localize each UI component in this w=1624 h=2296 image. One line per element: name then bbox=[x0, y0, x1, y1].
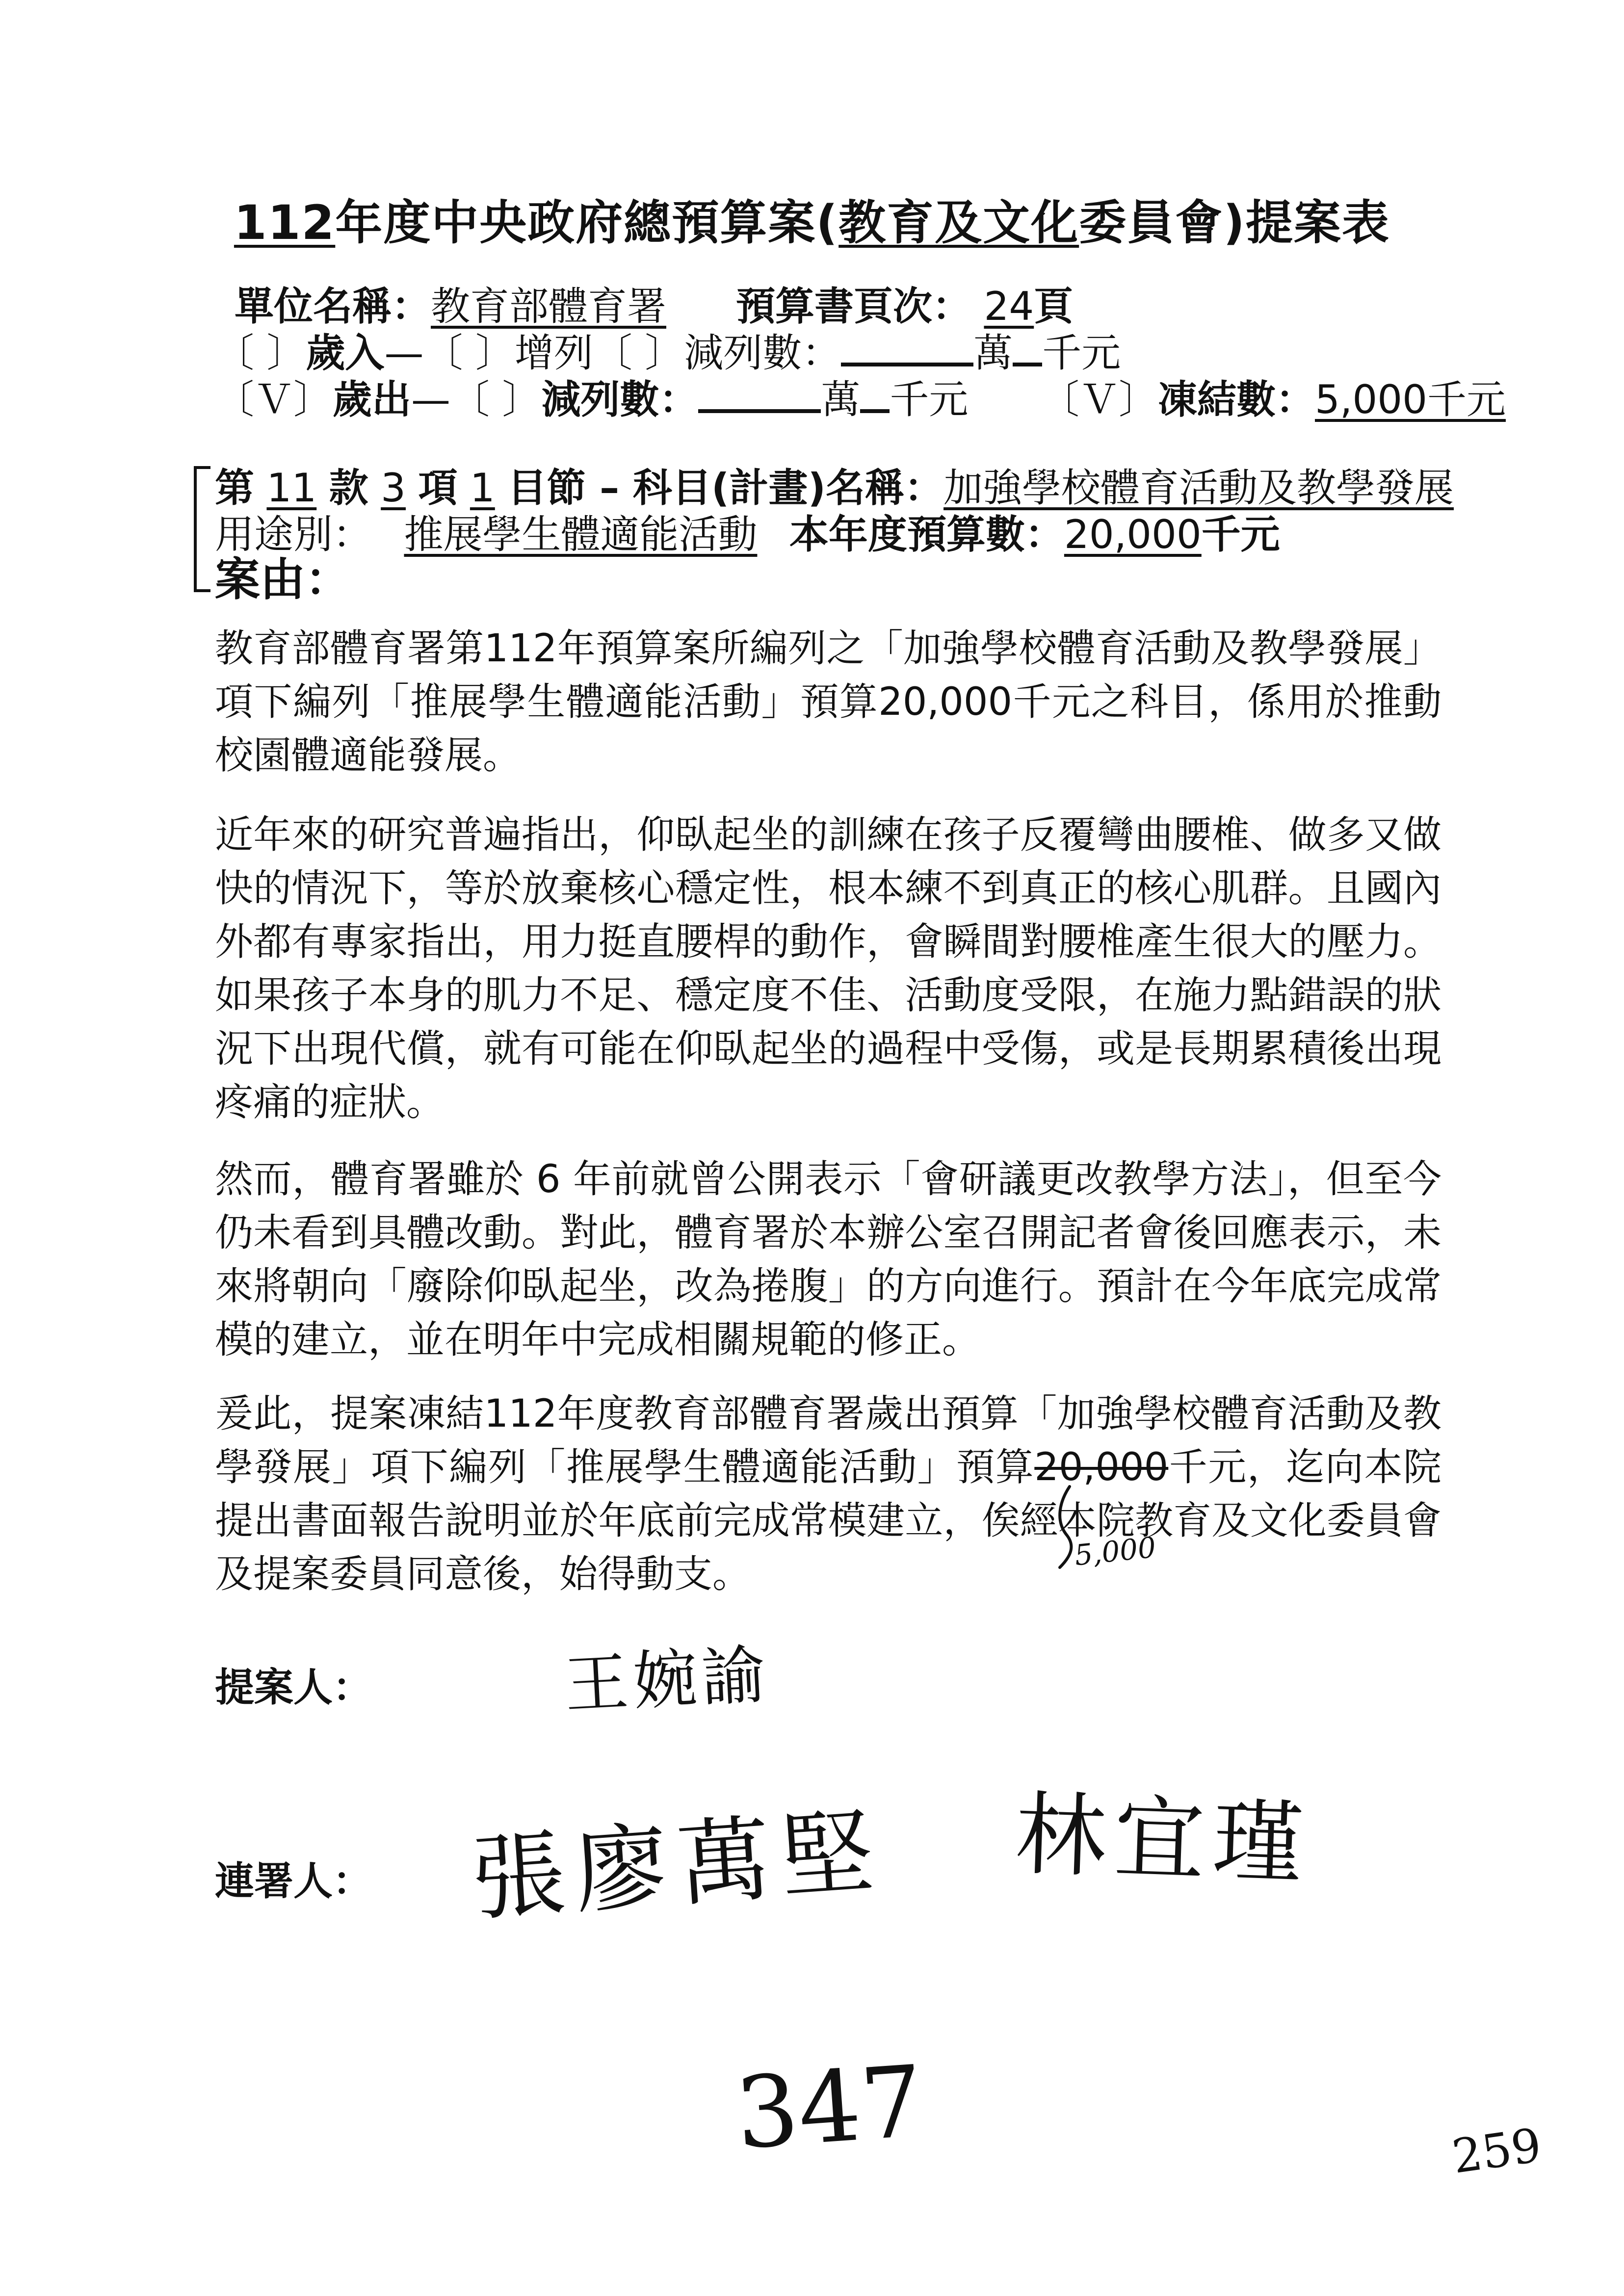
struck-amount: 20,000 bbox=[1034, 1445, 1169, 1489]
page-number-small: 259 bbox=[1449, 2118, 1545, 2185]
subject-di: 第 bbox=[215, 465, 254, 511]
budget-page-label: 預算書頁次： bbox=[736, 284, 971, 329]
revenue-label: 歲入 bbox=[306, 330, 385, 376]
paragraph-4 bbox=[215, 1387, 1441, 1601]
title-year: 112 bbox=[234, 195, 336, 250]
use-label: 用途別： bbox=[215, 512, 372, 557]
annual-budget-label: 本年度預算數： bbox=[789, 512, 1064, 557]
subject-kuan-label: 款 bbox=[329, 465, 368, 511]
title-mid: 年度中央政府總預算案( bbox=[335, 195, 839, 250]
reason-label: 案由： bbox=[215, 553, 351, 606]
paragraph-1: 教育部體育署第112年預算案所編列之「加強學校體育活動及教學發展」項下編列「推展學生體適能活動」預算20,000千元之科目，係用於推動校園體適能發展。 bbox=[215, 626, 1441, 778]
title-end: 委員會)提案表 bbox=[1079, 195, 1390, 250]
unit-value: 教育部體育署 bbox=[431, 284, 666, 329]
expenditure-wan-blank bbox=[698, 399, 821, 413]
annual-budget-value: 20,000 bbox=[1064, 512, 1202, 557]
cosigner-signature-1: 張廖萬堅 bbox=[468, 1797, 887, 1934]
subject-xiang-label: 項 bbox=[418, 465, 458, 511]
unit-label: 單位名稱： bbox=[235, 284, 431, 329]
use-value: 推展學生體適能活動 bbox=[404, 512, 758, 557]
expenditure-mid: —〔 〕 bbox=[411, 377, 542, 422]
annual-budget-unit: 千元 bbox=[1201, 512, 1280, 557]
cosigner-signature-2: 林宜瑾 bbox=[1013, 1781, 1313, 1898]
expenditure-wan: 萬 bbox=[821, 377, 861, 422]
budget-page-suffix: 頁 bbox=[1034, 284, 1074, 329]
revenue-wan-blank bbox=[841, 353, 973, 366]
page-title bbox=[0, 185, 1624, 253]
budget-page-value: 24 bbox=[984, 284, 1034, 329]
freeze-value: 5,000 bbox=[1315, 377, 1428, 422]
freeze-checkbox: 〔Ｖ〕 bbox=[1040, 377, 1158, 422]
revenue-mid: —〔 〕增列〔 〕減列數： bbox=[384, 330, 841, 376]
revenue-qian-blank bbox=[1013, 353, 1042, 366]
expenditure-checkbox: 〔Ｖ〕 bbox=[215, 377, 333, 422]
subject-mu: 1 bbox=[470, 465, 495, 511]
paragraph-4-part-a: 爰此，提案凍結112年度教育部體育署歲出預算「加強學校體育活動及教學發展」項下編列「推展學生體適能活動」預算 bbox=[215, 1392, 1441, 1489]
page-number-large: 347 bbox=[732, 2044, 927, 2172]
freeze-unit: 千元 bbox=[1427, 377, 1506, 422]
title-committee: 教育及文化 bbox=[838, 195, 1079, 250]
correction-caret-icon bbox=[1040, 1482, 1099, 1580]
subject-xiang: 3 bbox=[381, 465, 406, 511]
freeze-label: 凍結數： bbox=[1158, 377, 1315, 422]
cosigner-label: 連署人： bbox=[215, 1858, 372, 1904]
subject-bracket bbox=[194, 466, 210, 592]
expenditure-qianyuan: 千元 bbox=[890, 377, 969, 422]
freeze-row bbox=[1040, 368, 1506, 424]
revenue-qianyuan: 千元 bbox=[1042, 330, 1121, 376]
expenditure-label: 歲出 bbox=[333, 377, 411, 422]
paragraph-4-part-b: 千元，迄向本院提出書面報告說明並於年底前完成常模建立，俟經本院教育及文化委員會及提案委員同意後，始得動支。 bbox=[215, 1445, 1441, 1596]
expenditure-row bbox=[215, 368, 968, 424]
paragraph-3: 然而，體育署雖於 6 年前就曾公開表示「會研議更改教學方法」，但至今仍未看到具體改動。對此，體育署於本辦公室召開記者會後回應表示，未來將朝向「廢除仰臥起坐，改為捲腹」的方向進行。預計在今年底完成常模的建立，並在明年中完成相關規範的修正。 bbox=[215, 1157, 1441, 1362]
revenue-checkbox: 〔 〕 bbox=[215, 330, 306, 376]
subject-mu-label: 目節 – 科目(計畫)名稱： bbox=[507, 465, 944, 511]
revenue-wan: 萬 bbox=[973, 330, 1013, 376]
expenditure-reduce-label: 減列數： bbox=[541, 377, 699, 422]
subject-name: 加強學校體育活動及教學發展 bbox=[943, 465, 1454, 511]
paragraph-2: 近年來的研究普遍指出，仰臥起坐的訓練在孩子反覆彎曲腰椎、做多又做快的情況下，等於放棄核心穩定性，根本練不到真正的核心肌群。且國內外都有專家指出，用力挺直腰桿的動作，會瞬間對腰椎產生很大的壓力。如果孩子本身的肌力不足、穩定度不佳、活動度受限，在施力點錯誤的狀況下出現代償，就有可能在仰臥起坐的過程中受傷，或是長期累積後出現疼痛的症狀。 bbox=[215, 813, 1441, 1124]
expenditure-qian-blank bbox=[860, 399, 890, 413]
handwritten-amount: 5,000 bbox=[1073, 1530, 1158, 1572]
proposer-label: 提案人： bbox=[215, 1665, 372, 1710]
proposer-signature: 王婉諭 bbox=[562, 1637, 773, 1722]
use-row bbox=[215, 503, 1280, 559]
subject-kuan: 11 bbox=[266, 465, 317, 511]
